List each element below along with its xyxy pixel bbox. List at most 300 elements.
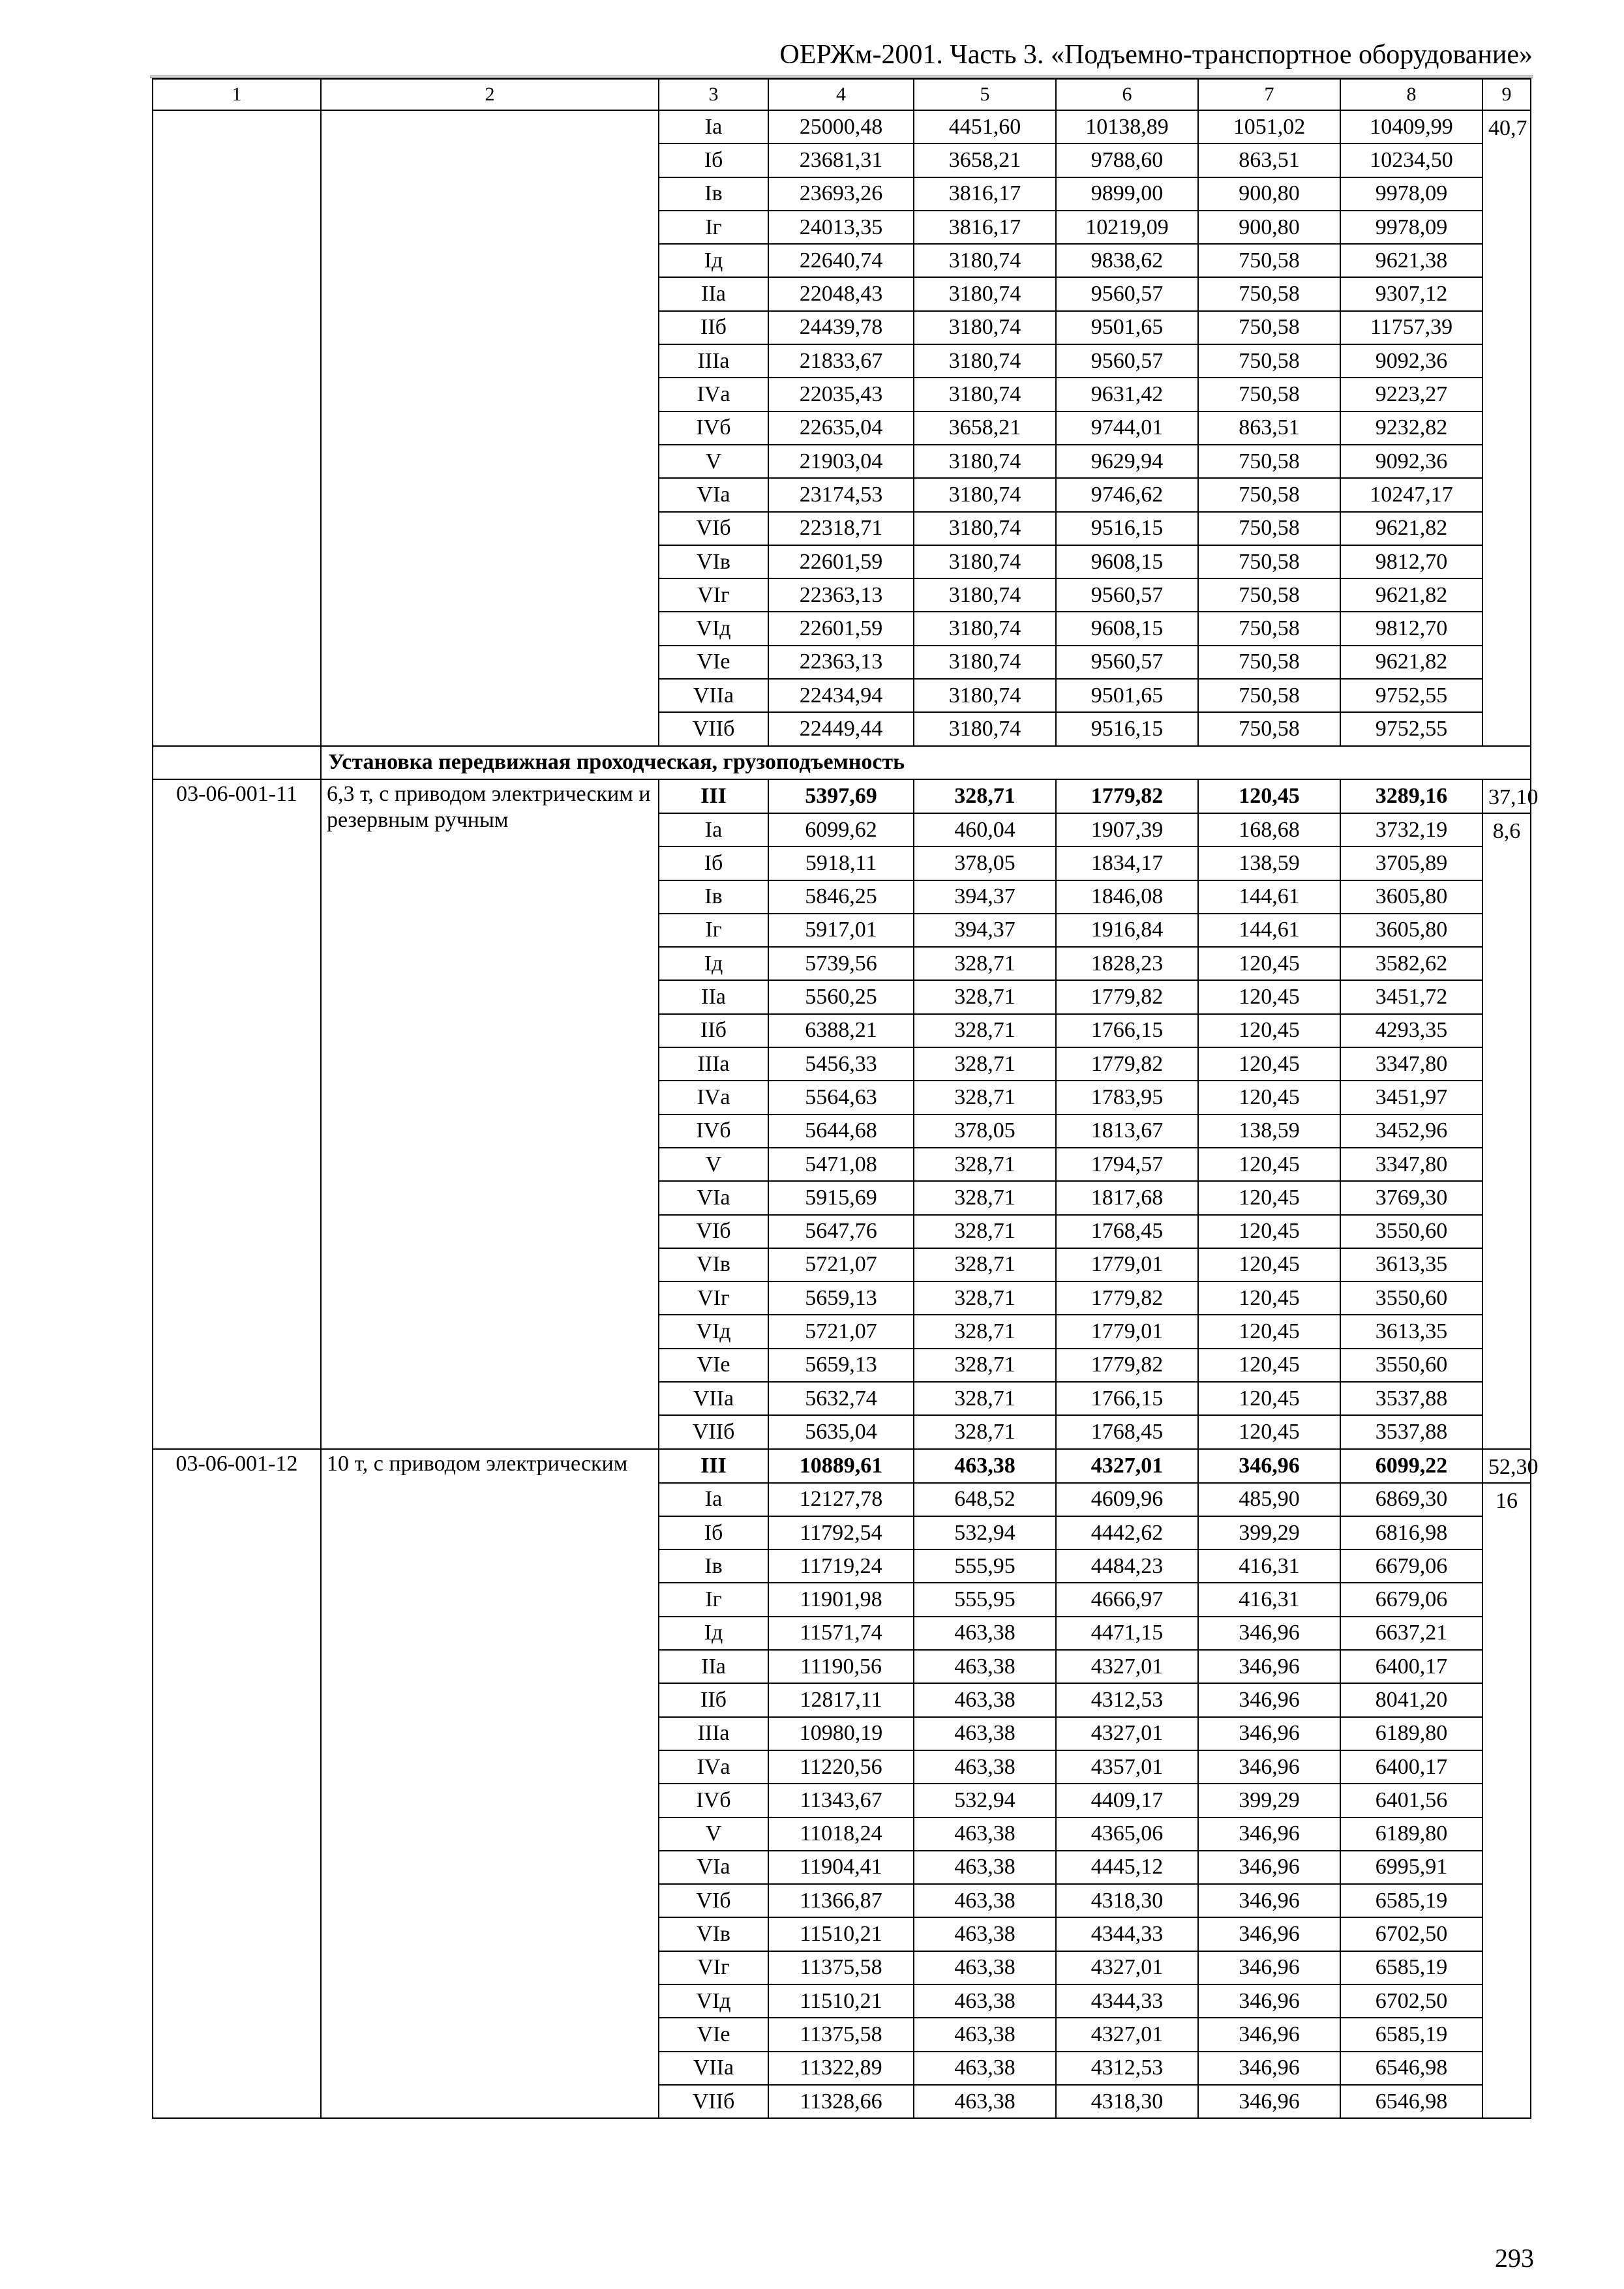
value-cell: 6995,91	[1340, 1851, 1482, 1884]
value-cell: 3180,74	[914, 578, 1056, 612]
value-cell: 6637,21	[1340, 1617, 1482, 1650]
value-cell: 1779,01	[1056, 1248, 1198, 1281]
value-cell: 4327,01	[1056, 1650, 1198, 1683]
value-cell: 12127,78	[768, 1483, 914, 1516]
value-cell: 120,45	[1198, 1047, 1340, 1081]
value-cell: 3451,72	[1340, 980, 1482, 1013]
value-cell: 6869,30	[1340, 1483, 1482, 1516]
zone-cell: Iв	[659, 880, 768, 914]
column-number: 4	[768, 79, 914, 110]
value-cell: 9621,82	[1340, 512, 1482, 545]
name-cell: 10 т, с приводом электрическим	[321, 1449, 659, 2119]
zone-cell: Iг	[659, 1583, 768, 1616]
value-cell: 5560,25	[768, 980, 914, 1013]
value-cell: 6400,17	[1340, 1750, 1482, 1784]
value-cell: 11375,58	[768, 2018, 914, 2051]
value-cell: 750,58	[1198, 578, 1340, 612]
value-cell: 394,37	[914, 880, 1056, 914]
value-cell: 4471,15	[1056, 1617, 1198, 1650]
value-cell: 750,58	[1198, 478, 1340, 511]
value-cell: 3180,74	[914, 445, 1056, 478]
value-cell: 750,58	[1198, 545, 1340, 578]
value-cell: 532,94	[914, 1784, 1056, 1817]
zone-cell: IIа	[659, 1650, 768, 1683]
value-cell: 9812,70	[1340, 612, 1482, 645]
value-cell: 9812,70	[1340, 545, 1482, 578]
value-cell: 1768,45	[1056, 1215, 1198, 1248]
zone-cell: V	[659, 1148, 768, 1181]
page-number: 293	[1495, 2243, 1534, 2273]
value-cell: 21903,04	[768, 445, 914, 478]
value-cell: 10409,99	[1340, 110, 1482, 143]
value-cell: 463,38	[914, 2052, 1056, 2085]
value-cell: 463,38	[914, 1750, 1056, 1784]
value-cell: 120,45	[1198, 1215, 1340, 1248]
value-cell: 4318,30	[1056, 1884, 1198, 1917]
zone-cell: VIа	[659, 1851, 768, 1884]
value-cell: 463,38	[914, 1851, 1056, 1884]
value-cell: 750,58	[1198, 612, 1340, 645]
value-cell: 120,45	[1198, 1248, 1340, 1281]
value-cell: 5397,69	[768, 779, 914, 813]
value-cell: 328,71	[914, 1415, 1056, 1448]
value-cell: 863,51	[1198, 411, 1340, 445]
value-cell: 120,45	[1198, 980, 1340, 1013]
value-cell: 22601,59	[768, 612, 914, 645]
value-cell: 555,95	[914, 1549, 1056, 1583]
value-cell: 485,90	[1198, 1483, 1340, 1516]
zone-cell: Iв	[659, 1549, 768, 1583]
value-cell: 5659,13	[768, 1281, 914, 1315]
zone-cell: IVа	[659, 378, 768, 411]
column9-cell: 40,7	[1482, 110, 1531, 746]
value-cell: 3613,35	[1340, 1315, 1482, 1348]
zone-cell: VIIб	[659, 712, 768, 745]
value-cell: 328,71	[914, 1349, 1056, 1382]
value-cell: 3180,74	[914, 545, 1056, 578]
value-cell: 1766,15	[1056, 1382, 1198, 1415]
value-cell: 1828,23	[1056, 947, 1198, 980]
value-cell: 346,96	[1198, 1750, 1340, 1784]
value-cell: 9746,62	[1056, 478, 1198, 511]
value-cell: 3550,60	[1340, 1349, 1482, 1382]
value-cell: 3816,17	[914, 177, 1056, 211]
value-cell: 1794,57	[1056, 1148, 1198, 1181]
value-cell: 1768,45	[1056, 1415, 1198, 1448]
value-cell: 23174,53	[768, 478, 914, 511]
value-cell: 5647,76	[768, 1215, 914, 1248]
value-cell: 1783,95	[1056, 1081, 1198, 1114]
value-cell: 22048,43	[768, 277, 914, 310]
value-cell: 4445,12	[1056, 1851, 1198, 1884]
value-cell: 6189,80	[1340, 1717, 1482, 1750]
value-cell: 3605,80	[1340, 880, 1482, 914]
value-cell: 328,71	[914, 1281, 1056, 1315]
value-cell: 6585,19	[1340, 1884, 1482, 1917]
value-cell: 144,61	[1198, 880, 1340, 914]
value-cell: 11328,66	[768, 2085, 914, 2118]
zone-cell: III	[659, 1449, 768, 1483]
zone-cell: VIв	[659, 545, 768, 578]
value-cell: 3537,88	[1340, 1382, 1482, 1415]
value-cell: 1846,08	[1056, 880, 1198, 914]
column-number: 6	[1056, 79, 1198, 110]
value-cell: 328,71	[914, 1081, 1056, 1114]
value-cell: 394,37	[914, 914, 1056, 947]
value-cell: 11904,41	[768, 1851, 914, 1884]
value-cell: 9621,82	[1340, 578, 1482, 612]
value-cell: 346,96	[1198, 2052, 1340, 2085]
value-cell: 3769,30	[1340, 1181, 1482, 1214]
zone-cell: IVб	[659, 411, 768, 445]
value-cell: 9560,57	[1056, 578, 1198, 612]
value-cell: 1834,17	[1056, 846, 1198, 880]
value-cell: 9092,36	[1340, 344, 1482, 378]
value-cell: 9631,42	[1056, 378, 1198, 411]
value-cell: 120,45	[1198, 1281, 1340, 1315]
value-cell: 4666,97	[1056, 1583, 1198, 1616]
value-cell: 3180,74	[914, 478, 1056, 511]
zone-cell: Iг	[659, 914, 768, 947]
zone-cell: Iв	[659, 177, 768, 211]
value-cell: 5918,11	[768, 846, 914, 880]
value-cell: 120,45	[1198, 1315, 1340, 1348]
value-cell: 4409,17	[1056, 1784, 1198, 1817]
value-cell: 463,38	[914, 2085, 1056, 2118]
value-cell: 9516,15	[1056, 712, 1198, 745]
zone-cell: VIб	[659, 512, 768, 545]
value-cell: 3537,88	[1340, 1415, 1482, 1448]
value-cell: 11757,39	[1340, 311, 1482, 344]
column-number-row	[153, 79, 1531, 110]
value-cell: 900,80	[1198, 211, 1340, 244]
value-cell: 4344,33	[1056, 1984, 1198, 2018]
zone-cell: VIв	[659, 1917, 768, 1951]
value-cell: 11220,56	[768, 1750, 914, 1784]
name-cell	[321, 110, 659, 746]
value-cell: 3180,74	[914, 344, 1056, 378]
value-cell: 3451,97	[1340, 1081, 1482, 1114]
value-cell: 4312,53	[1056, 1683, 1198, 1716]
zone-cell: Iг	[659, 211, 768, 244]
value-cell: 9232,82	[1340, 411, 1482, 445]
value-cell: 120,45	[1198, 1382, 1340, 1415]
value-cell: 138,59	[1198, 1115, 1340, 1148]
value-cell: 3658,21	[914, 411, 1056, 445]
value-cell: 328,71	[914, 1148, 1056, 1181]
value-cell: 750,58	[1198, 712, 1340, 745]
value-cell: 463,38	[914, 1683, 1056, 1716]
value-cell: 4318,30	[1056, 2085, 1198, 2118]
value-cell: 3180,74	[914, 612, 1056, 645]
value-cell: 11510,21	[768, 1984, 914, 2018]
table-row	[153, 110, 1531, 143]
value-cell: 11901,98	[768, 1583, 914, 1616]
zone-cell: IIа	[659, 277, 768, 310]
value-cell: 10980,19	[768, 1717, 914, 1750]
value-cell: 11571,74	[768, 1617, 914, 1650]
value-cell: 6099,62	[768, 813, 914, 846]
value-cell: 750,58	[1198, 646, 1340, 679]
value-cell: 9744,01	[1056, 411, 1198, 445]
zone-cell: V	[659, 1818, 768, 1851]
value-cell: 11018,24	[768, 1818, 914, 1851]
value-cell: 346,96	[1198, 1884, 1340, 1917]
zone-cell: IVб	[659, 1115, 768, 1148]
page-header	[150, 38, 1533, 78]
value-cell: 9621,82	[1340, 646, 1482, 679]
value-cell: 6816,98	[1340, 1516, 1482, 1549]
value-cell: 120,45	[1198, 1081, 1340, 1114]
value-cell: 399,29	[1198, 1516, 1340, 1549]
value-cell: 3289,16	[1340, 779, 1482, 813]
value-cell: 24013,35	[768, 211, 914, 244]
value-cell: 346,96	[1198, 1851, 1340, 1884]
value-cell: 10138,89	[1056, 110, 1198, 143]
value-cell: 120,45	[1198, 779, 1340, 813]
value-cell: 346,96	[1198, 1818, 1340, 1851]
column9-cell: 8,6	[1482, 813, 1531, 1449]
value-cell: 328,71	[914, 779, 1056, 813]
value-cell: 11792,54	[768, 1516, 914, 1549]
value-cell: 460,04	[914, 813, 1056, 846]
value-cell: 22318,71	[768, 512, 914, 545]
zone-cell: Iа	[659, 813, 768, 846]
value-cell: 6702,50	[1340, 1917, 1482, 1951]
value-cell: 3180,74	[914, 244, 1056, 277]
section-title: Установка передвижная проходческая, грузоподъемность	[321, 746, 1531, 779]
value-cell: 3347,80	[1340, 1148, 1482, 1181]
value-cell: 328,71	[914, 947, 1056, 980]
value-cell: 9629,94	[1056, 445, 1198, 478]
zone-cell: VIа	[659, 478, 768, 511]
value-cell: 3816,17	[914, 211, 1056, 244]
value-cell: 346,96	[1198, 1449, 1340, 1483]
value-cell: 3180,74	[914, 712, 1056, 745]
value-cell: 463,38	[914, 1449, 1056, 1483]
value-cell: 750,58	[1198, 244, 1340, 277]
value-cell: 120,45	[1198, 1415, 1340, 1448]
zone-cell: VIIа	[659, 1382, 768, 1415]
value-cell: 10889,61	[768, 1449, 914, 1483]
zone-cell: Iд	[659, 947, 768, 980]
value-cell: 6679,06	[1340, 1583, 1482, 1616]
table-body	[153, 79, 1539, 2118]
value-cell: 22601,59	[768, 545, 914, 578]
value-cell: 144,61	[1198, 914, 1340, 947]
value-cell: 3613,35	[1340, 1248, 1482, 1281]
value-cell: 1907,39	[1056, 813, 1198, 846]
value-cell: 346,96	[1198, 1984, 1340, 2018]
value-cell: 3705,89	[1340, 846, 1482, 880]
value-cell: 750,58	[1198, 445, 1340, 478]
value-cell: 23693,26	[768, 177, 914, 211]
table-row	[153, 779, 1531, 813]
column9-cell: 16	[1482, 1483, 1531, 2119]
zone-cell: VIе	[659, 646, 768, 679]
value-cell: 3347,80	[1340, 1047, 1482, 1081]
value-cell: 328,71	[914, 1315, 1056, 1348]
section-row	[153, 746, 1531, 779]
value-cell: 4327,01	[1056, 2018, 1198, 2051]
value-cell: 11719,24	[768, 1549, 914, 1583]
value-cell: 3180,74	[914, 277, 1056, 310]
value-cell: 346,96	[1198, 1951, 1340, 1984]
zone-cell: Iд	[659, 244, 768, 277]
value-cell: 120,45	[1198, 1181, 1340, 1214]
value-cell: 4609,96	[1056, 1483, 1198, 1516]
column9-cell: 37,10	[1482, 779, 1531, 813]
zone-cell: VIб	[659, 1884, 768, 1917]
value-cell: 463,38	[914, 1884, 1056, 1917]
value-cell: 9092,36	[1340, 445, 1482, 478]
code-cell: 03-06-001-11	[153, 779, 321, 1449]
value-cell: 463,38	[914, 2018, 1056, 2051]
column9-cell: 52,30	[1482, 1449, 1531, 1483]
column-number: 5	[914, 79, 1056, 110]
value-cell: 750,58	[1198, 512, 1340, 545]
value-cell: 5564,63	[768, 1081, 914, 1114]
value-cell: 3180,74	[914, 646, 1056, 679]
value-cell: 1813,67	[1056, 1115, 1198, 1148]
zone-cell: VIIб	[659, 1415, 768, 1448]
value-cell: 9899,00	[1056, 177, 1198, 211]
value-cell: 11366,87	[768, 1884, 914, 1917]
value-cell: 9560,57	[1056, 646, 1198, 679]
value-cell: 8041,20	[1340, 1683, 1482, 1716]
zone-cell: VIIа	[659, 2052, 768, 2085]
value-cell: 1766,15	[1056, 1014, 1198, 1047]
zone-cell: VIе	[659, 2018, 768, 2051]
value-cell: 4344,33	[1056, 1917, 1198, 1951]
value-cell: 3180,74	[914, 512, 1056, 545]
value-cell: 463,38	[914, 1650, 1056, 1683]
value-cell: 328,71	[914, 1181, 1056, 1214]
value-cell: 328,71	[914, 1047, 1056, 1081]
value-cell: 3658,21	[914, 143, 1056, 177]
zone-cell: Iб	[659, 1516, 768, 1549]
value-cell: 5659,13	[768, 1349, 914, 1382]
value-cell: 416,31	[1198, 1583, 1340, 1616]
zone-cell: V	[659, 445, 768, 478]
value-cell: 24439,78	[768, 311, 914, 344]
value-cell: 22035,43	[768, 378, 914, 411]
value-cell: 6585,19	[1340, 1951, 1482, 1984]
column-number: 3	[659, 79, 768, 110]
value-cell: 9838,62	[1056, 244, 1198, 277]
zone-cell: Iа	[659, 1483, 768, 1516]
value-cell: 6099,22	[1340, 1449, 1482, 1483]
value-cell: 120,45	[1198, 947, 1340, 980]
value-cell: 5471,08	[768, 1148, 914, 1181]
value-cell: 378,05	[914, 1115, 1056, 1148]
value-cell: 3605,80	[1340, 914, 1482, 947]
value-cell: 25000,48	[768, 110, 914, 143]
value-cell: 9516,15	[1056, 512, 1198, 545]
value-cell: 9608,15	[1056, 545, 1198, 578]
value-cell: 9560,57	[1056, 277, 1198, 310]
value-cell: 328,71	[914, 1382, 1056, 1415]
column-number: 2	[321, 79, 659, 110]
value-cell: 3582,62	[1340, 947, 1482, 980]
code-cell: 03-06-001-12	[153, 1449, 321, 2119]
value-cell: 555,95	[914, 1583, 1056, 1616]
value-cell: 10234,50	[1340, 143, 1482, 177]
value-cell: 750,58	[1198, 344, 1340, 378]
value-cell: 6401,56	[1340, 1784, 1482, 1817]
value-cell: 1779,82	[1056, 980, 1198, 1013]
value-cell: 750,58	[1198, 378, 1340, 411]
value-cell: 120,45	[1198, 1014, 1340, 1047]
value-cell: 9501,65	[1056, 679, 1198, 712]
zone-cell: IIIа	[659, 1717, 768, 1750]
value-cell: 23681,31	[768, 143, 914, 177]
value-cell: 10247,17	[1340, 478, 1482, 511]
value-cell: 3732,19	[1340, 813, 1482, 846]
zone-cell: IIIа	[659, 344, 768, 378]
value-cell: 22363,13	[768, 578, 914, 612]
value-cell: 21833,67	[768, 344, 914, 378]
value-cell: 12817,11	[768, 1683, 914, 1716]
value-cell: 11375,58	[768, 1951, 914, 1984]
value-cell: 4293,35	[1340, 1014, 1482, 1047]
value-cell: 6388,21	[768, 1014, 914, 1047]
value-cell: 1817,68	[1056, 1181, 1198, 1214]
table-row	[153, 1449, 1531, 1483]
value-cell: 4327,01	[1056, 1717, 1198, 1750]
value-cell: 9307,12	[1340, 277, 1482, 310]
zone-cell: VIг	[659, 1951, 768, 1984]
zone-cell: Iб	[659, 846, 768, 880]
value-cell: 750,58	[1198, 311, 1340, 344]
value-cell: 11510,21	[768, 1917, 914, 1951]
value-cell: 4312,53	[1056, 2052, 1198, 2085]
value-cell: 463,38	[914, 1717, 1056, 1750]
value-cell: 120,45	[1198, 1349, 1340, 1382]
value-cell: 346,96	[1198, 1650, 1340, 1683]
value-cell: 11322,89	[768, 2052, 914, 2085]
value-cell: 1779,82	[1056, 1047, 1198, 1081]
name-cell: 6,3 т, с приводом электрическим и резервным ручным	[321, 779, 659, 1449]
value-cell: 5917,01	[768, 914, 914, 947]
value-cell: 22449,44	[768, 712, 914, 745]
value-cell: 9752,55	[1340, 679, 1482, 712]
value-cell: 4365,06	[1056, 1818, 1198, 1851]
zone-cell: VIа	[659, 1181, 768, 1214]
value-cell: 3180,74	[914, 679, 1056, 712]
value-cell: 463,38	[914, 1951, 1056, 1984]
value-cell: 5632,74	[768, 1382, 914, 1415]
value-cell: 346,96	[1198, 2085, 1340, 2118]
value-cell: 9788,60	[1056, 143, 1198, 177]
value-cell: 138,59	[1198, 846, 1340, 880]
column-number: 7	[1198, 79, 1340, 110]
zone-cell: VIIб	[659, 2085, 768, 2118]
value-cell: 1779,82	[1056, 1281, 1198, 1315]
price-table	[152, 78, 1539, 2119]
value-cell: 10219,09	[1056, 211, 1198, 244]
value-cell: 750,58	[1198, 277, 1340, 310]
zone-cell: VIг	[659, 1281, 768, 1315]
column-number: 8	[1340, 79, 1482, 110]
zone-cell: IVа	[659, 1750, 768, 1784]
zone-cell: VIд	[659, 1315, 768, 1348]
value-cell: 5644,68	[768, 1115, 914, 1148]
zone-cell: IIIа	[659, 1047, 768, 1081]
value-cell: 22434,94	[768, 679, 914, 712]
value-cell: 9752,55	[1340, 712, 1482, 745]
value-cell: 22363,13	[768, 646, 914, 679]
